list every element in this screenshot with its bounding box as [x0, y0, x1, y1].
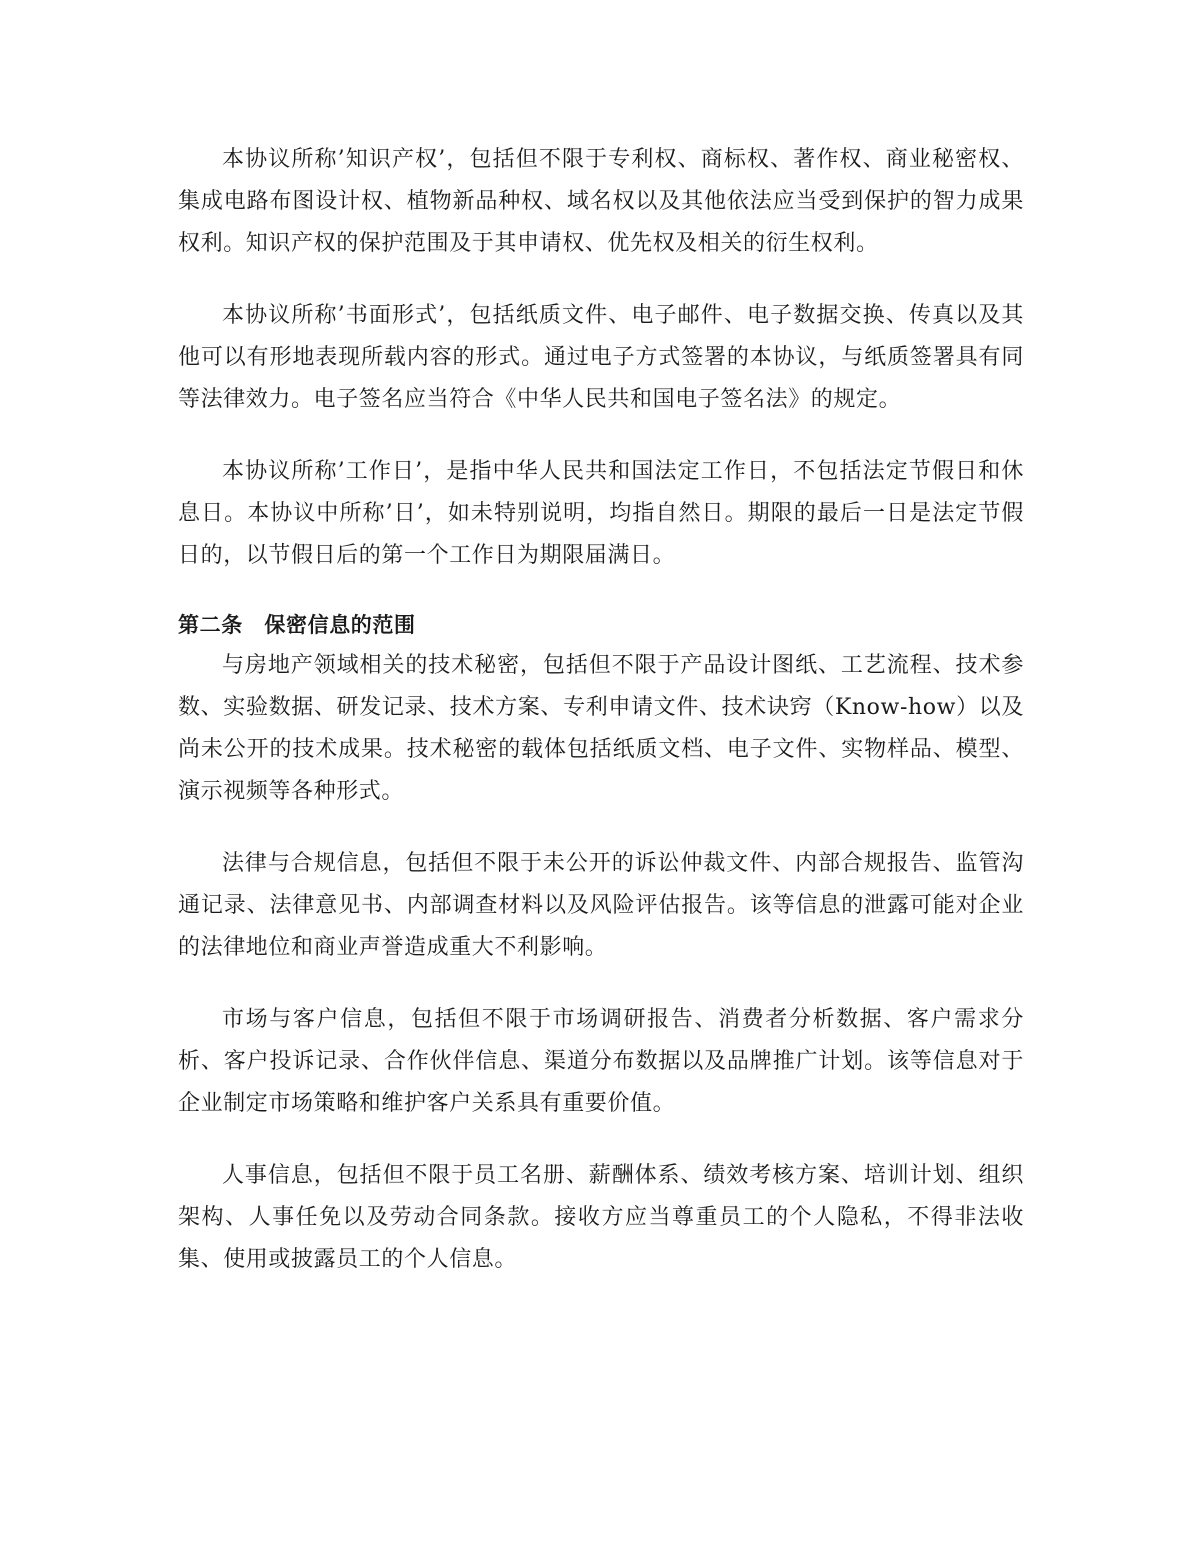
- paragraph-personnel-info: 人事信息，包括但不限于员工名册、薪酬体系、绩效考核方案、培训计划、组织架构、人事任免以及劳动合同条款。接收方应当尊重员工的个人隐私，不得非法收集、使用或披露员工的个人信息。: [178, 1163, 1024, 1272]
- paragraph-working-day-definition: 本协议所称’工作日’，是指中华人民共和国法定工作日，不包括法定节假日和休息日。本协议中所称’日’，如未特别说明，均指自然日。期限的最后一日是法定节假日的，以节假日后的第一个工作日为期限届满日。: [178, 459, 1024, 568]
- document-page: [178, 139, 1024, 1281]
- paragraph-spacer: [178, 1125, 1024, 1155]
- paragraph-spacer: [178, 813, 1024, 843]
- paragraph-intellectual-property-definition: 本协议所称’知识产权’，包括但不限于专利权、商标权、著作权、商业秘密权、集成电路布图设计权、植物新品种权、域名权以及其他依法应当受到保护的智力成果权利。知识产权的保护范围及于其申请权、优先权及相关的衍生权利。: [178, 147, 1024, 256]
- paragraph-written-form-definition: 本协议所称’书面形式’，包括纸质文件、电子邮件、电子数据交换、传真以及其他可以有形地表现所载内容的形式。通过电子方式签署的本协议，与纸质签署具有同等法律效力。电子签名应当符合《中华人民共和国电子签名法》的规定。: [178, 303, 1024, 412]
- section-heading-article-2: 第二条 保密信息的范围: [178, 613, 416, 637]
- section-spacer: [178, 577, 1024, 605]
- paragraph-technical-secrets: 与房地产领域相关的技术秘密，包括但不限于产品设计图纸、工艺流程、技术参数、实验数据、研发记录、技术方案、专利申请文件、技术诀窍（Know-how）以及尚未公开的技术成果。技术秘密的载体包括纸质文档、电子文件、实物样品、模型、演示视频等各种形式。: [178, 653, 1024, 804]
- paragraph-market-customer-info: 市场与客户信息，包括但不限于市场调研报告、消费者分析数据、客户需求分析、客户投诉记录、合作伙伴信息、渠道分布数据以及品牌推广计划。该等信息对于企业制定市场策略和维护客户关系具有重要价值。: [178, 1007, 1024, 1116]
- paragraph-spacer: [178, 421, 1024, 451]
- paragraph-spacer: [178, 265, 1024, 295]
- paragraph-spacer: [178, 969, 1024, 999]
- paragraph-legal-compliance-info: 法律与合规信息，包括但不限于未公开的诉讼仲裁文件、内部合规报告、监管沟通记录、法律意见书、内部调查材料以及风险评估报告。该等信息的泄露可能对企业的法律地位和商业声誉造成重大不利影响。: [178, 851, 1024, 960]
